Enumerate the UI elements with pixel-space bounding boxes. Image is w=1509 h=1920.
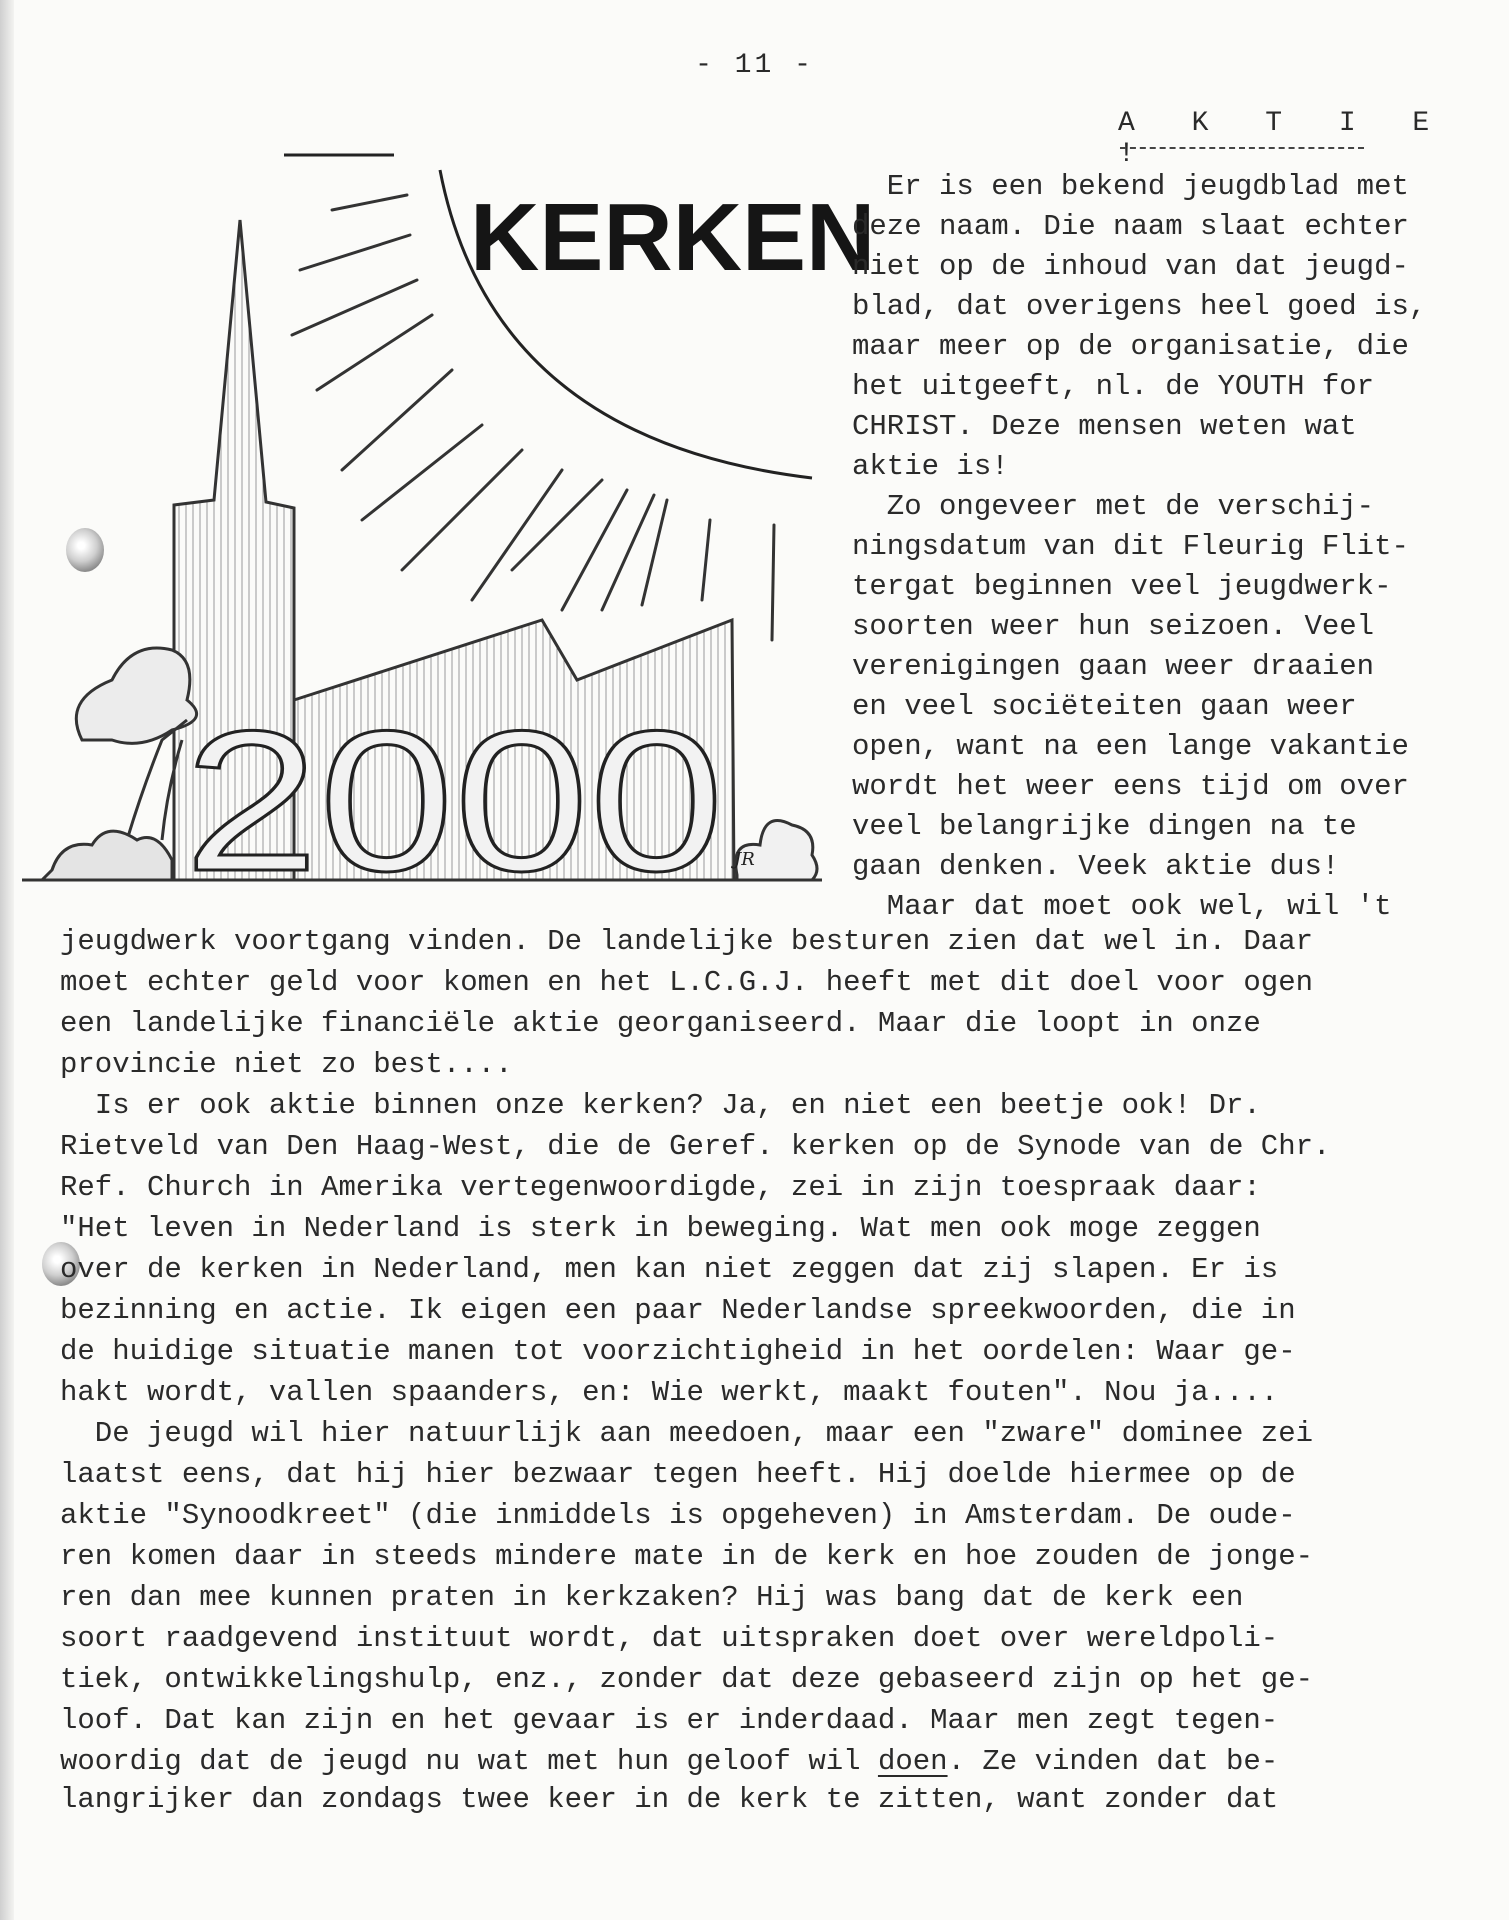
article-heading: A K T I E ! bbox=[1118, 108, 1450, 170]
text-fragment: woordig dat de jeugd nu wat met hun geloof wil bbox=[60, 1745, 878, 1778]
page-number: - 11 - bbox=[695, 50, 814, 81]
text-line: ren komen daar in steeds mindere mate in de kerk en hoe zouden de jonge- bbox=[60, 1540, 1314, 1573]
heading-underline bbox=[1120, 147, 1364, 149]
text-line: maar meer op de organisatie, die bbox=[852, 330, 1409, 363]
text-line: aktie is! bbox=[852, 450, 1009, 483]
kerken-2000-illustration bbox=[22, 140, 876, 913]
text-line: Ref. Church in Amerika vertegenwoordigde, zei in zijn toespraak daar: bbox=[60, 1171, 1261, 1204]
illustration-year: 2000 bbox=[184, 690, 724, 913]
text-line: verenigingen gaan weer draaien bbox=[852, 650, 1375, 683]
text-line: veel belangrijke dingen na te bbox=[852, 810, 1357, 843]
scan-edge-shadow bbox=[0, 0, 14, 1920]
text-line: over de kerken in Nederland, men kan niet zeggen dat zij slapen. Er is bbox=[60, 1253, 1279, 1286]
punch-hole-top bbox=[66, 528, 104, 572]
artist-signature: JR bbox=[734, 849, 755, 870]
text-fragment: . Ze vinden dat be- bbox=[947, 1745, 1279, 1778]
text-line: een landelijke financiële aktie georganiseerd. Maar die loopt in onze bbox=[60, 1007, 1261, 1040]
text-line: Er is een bekend jeugdblad met bbox=[852, 170, 1409, 203]
text-line: hakt wordt, vallen spaanders, en: Wie werkt, maakt fouten". Nou ja.... bbox=[60, 1376, 1279, 1409]
text-line: laatst eens, dat hij hier bezwaar tegen heeft. Hij doelde hiermee op de bbox=[60, 1458, 1296, 1491]
text-line: blad, dat overigens heel goed is, bbox=[852, 290, 1427, 323]
text-line: open, want na een lange vakantie bbox=[852, 730, 1409, 763]
text-line: soort raadgevend instituut wordt, dat uitspraken doet over wereldpoli- bbox=[60, 1622, 1279, 1655]
text-line: aktie "Synoodkreet" (die inmiddels is opgeheven) in Amsterdam. De oude- bbox=[60, 1499, 1296, 1532]
text-line: jeugdwerk voortgang vinden. De landelijke besturen zien dat wel in. Daar bbox=[60, 925, 1314, 958]
text-line: "Het leven in Nederland is sterk in beweging. Wat men ook moge zeggen bbox=[60, 1212, 1261, 1245]
text-line bbox=[60, 1743, 1278, 1781]
text-line: langrijker dan zondags twee keer in de kerk te zitten, want zonder dat bbox=[60, 1783, 1279, 1816]
text-line: tiek, ontwikkelingshulp, enz., zonder dat deze gebaseerd zijn op het ge- bbox=[60, 1663, 1314, 1696]
text-line: wordt het weer eens tijd om over bbox=[852, 770, 1409, 803]
text-line: ren dan mee kunnen praten in kerkzaken? Hij was bang dat de kerk een bbox=[60, 1581, 1244, 1614]
text-line: het uitgeeft, nl. de YOUTH for bbox=[852, 370, 1375, 403]
emphasis-doen: doen bbox=[877, 1745, 948, 1778]
text-line: Zo ongeveer met de verschij- bbox=[852, 490, 1375, 523]
text-line: soorten weer hun seizoen. Veel bbox=[852, 610, 1375, 643]
text-line: moet echter geld voor komen en het L.C.G.J. heeft met dit doel voor ogen bbox=[60, 966, 1314, 999]
text-line: tergat beginnen veel jeugdwerk- bbox=[852, 570, 1392, 603]
text-line: de huidige situatie manen tot voorzichtigheid in het oordelen: Waar ge- bbox=[60, 1335, 1296, 1368]
text-line: ningsdatum van dit Fleurig Flit- bbox=[852, 530, 1409, 563]
text-line: Maar dat moet ook wel, wil 't bbox=[852, 890, 1392, 923]
text-line: bezinning en actie. Ik eigen een paar Nederlandse spreekwoorden, die in bbox=[60, 1294, 1296, 1327]
text-line: en veel sociëteiten gaan weer bbox=[852, 690, 1357, 723]
text-line: gaan denken. Veek aktie dus! bbox=[852, 850, 1340, 883]
illustration-title: KERKEN bbox=[470, 184, 876, 291]
text-line: De jeugd wil hier natuurlijk aan meedoen, maar een "zware" dominee zei bbox=[60, 1417, 1314, 1450]
text-line: Is er ook aktie binnen onze kerken? Ja, en niet een beetje ook! Dr. bbox=[60, 1089, 1261, 1122]
text-line: loof. Dat kan zijn en het gevaar is er inderdaad. Maar men zegt tegen- bbox=[60, 1704, 1279, 1737]
text-line: deze naam. Die naam slaat echter bbox=[852, 210, 1409, 243]
text-line: CHRIST. Deze mensen weten wat bbox=[852, 410, 1357, 443]
text-line: provincie niet zo best.... bbox=[60, 1048, 513, 1081]
text-line: niet op de inhoud van dat jeugd- bbox=[852, 250, 1409, 283]
text-line: Rietveld van Den Haag-West, die de Geref. kerken op de Synode van de Chr. bbox=[60, 1130, 1331, 1163]
